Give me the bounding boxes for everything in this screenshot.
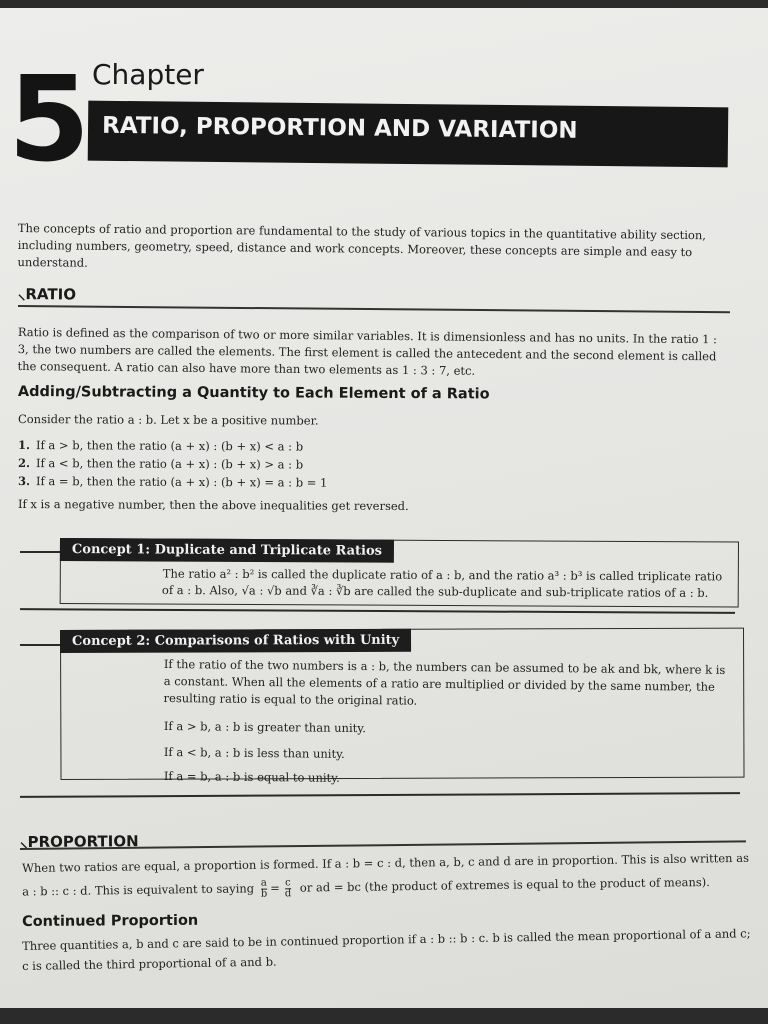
adding-heading: Adding/Subtracting a Quantity to Each Element of a Ratio bbox=[17, 384, 490, 403]
concept2-rule-2: If a < b, a : b is less than unity. bbox=[163, 744, 345, 761]
continued-line2: c is called the third proportional of a and b. bbox=[22, 954, 277, 973]
concept2-rule-3: If a = b, a : b is equal to unity. bbox=[163, 768, 340, 785]
section-marker-icon: ⸜ bbox=[17, 284, 26, 304]
adding-note: If x is a negative number, then the above inequalities get reversed. bbox=[17, 497, 409, 514]
list-item: 2. If a < b, then the ratio (a + x) : (b + x) > a : b bbox=[17, 456, 304, 472]
concept2-bottom-rule bbox=[20, 792, 740, 797]
proportion-heading: ⸜PROPORTION bbox=[20, 832, 139, 851]
concept1-bottom-rule bbox=[20, 608, 735, 613]
fraction-a-over-b: $\frac{a}{b}$ bbox=[260, 877, 268, 900]
continued-line1: Three quantities a, b and c are said to be in continued proportion if a : b :: b : c. b is called the mean proportional of a and c; bbox=[22, 926, 751, 953]
concept2-label: Concept 2: Comparisons of Ratios with Unity bbox=[60, 629, 411, 653]
proportion-line2: a : b :: c : d. This is equivalent to saying $\frac{a}{b}$ = $\frac{c}{d}$ or ad = bc (the product of extremes is equal to the product of means). bbox=[22, 874, 710, 900]
chapter-number: 5 bbox=[8, 50, 87, 188]
ratio-paragraph: Ratio is defined as the comparison of two or more similar variables. It is dimensionless and has no units. In the ratio 1 : 3, the two numbers are called the elements. The first element is called the antecedent and the second element is called the consequent. A ratio can also have more than two elements as 1 : 3 : 7, etc. bbox=[17, 324, 718, 378]
fraction-c-over-d: $\frac{c}{d}$ bbox=[284, 877, 292, 900]
chapter-title: RATIO, PROPORTION AND VARIATION bbox=[101, 112, 578, 144]
concept2-paragraph: If the ratio of the two numbers is a : b, the numbers can be assumed to be ak and bk, where k is a constant. When all the elements of a ratio are multiplied or divided by the same number, the resulting ratio is equal to the original ratio. bbox=[163, 656, 726, 708]
ratio-heading: ⸜RATIO bbox=[17, 284, 77, 304]
concept2-lead-line bbox=[20, 644, 60, 646]
concept1-label: Concept 1: Duplicate and Triplicate Ratios bbox=[60, 538, 394, 563]
concept1-lead-line bbox=[20, 551, 60, 553]
intro-paragraph: The concepts of ratio and proportion are fundamental to the study of various topics in the quantitative ability section, including numbers, geometry, speed, distance and work concepts. Moreover, these concepts are simple and easy to understand. bbox=[17, 220, 706, 270]
chapter-word: Chapter bbox=[92, 58, 204, 91]
adding-lead: Consider the ratio a : b. Let x be a positive number. bbox=[17, 412, 319, 428]
concept1-line2: of a : b. Also, √a : √b and ∛a : ∛b are called the sub-duplicate and sub-triplicate ratios of a : b. bbox=[161, 583, 709, 600]
chapter-title-bar bbox=[88, 101, 729, 168]
continued-heading: Continued Proportion bbox=[22, 912, 199, 930]
list-item: 3. If a = b, then the ratio (a + x) : (b + x) = a : b = 1 bbox=[17, 474, 328, 490]
section-marker-icon: ⸜ bbox=[20, 832, 28, 851]
ratio-rule bbox=[18, 305, 730, 313]
proportion-line1: When two ratios are equal, a proportion is formed. If a : b = c : d, then a, b, c and d are in proportion. This is also written as bbox=[22, 850, 750, 875]
concept1-line1: The ratio a² : b² is called the duplicate ratio of a : b, and the ratio a³ : b³ is called triplicate ratio bbox=[162, 566, 723, 584]
concept2-rule-1: If a > b, a : b is greater than unity. bbox=[163, 718, 366, 736]
list-item: 1. If a > b, then the ratio (a + x) : (b + x) < a : b bbox=[17, 438, 304, 454]
textbook-page bbox=[0, 8, 768, 1008]
